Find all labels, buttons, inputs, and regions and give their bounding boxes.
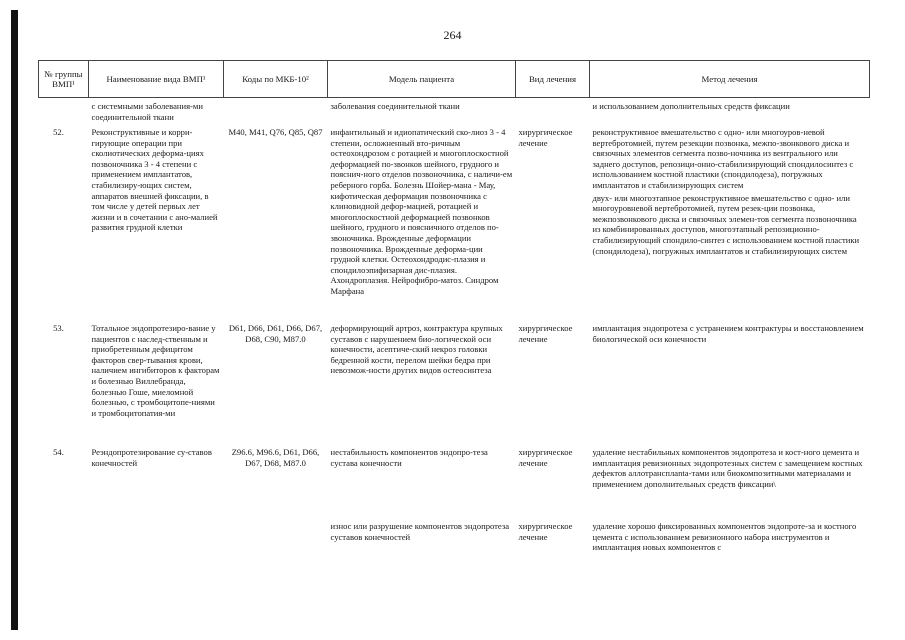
cell-treatment-type: хирургическое лечение — [518, 323, 573, 344]
cell-treatment-method — [590, 447, 870, 521]
cell-treatment-method — [590, 521, 870, 573]
table-row-continuation — [39, 98, 870, 128]
method-paragraph: удаление нестабильных компонентов эндопротеза и кост-ного цемента и имплантация ревизионных эндопротезных систем с замещением костных дефектов аллотрансплanta-тами или биокомпозитными материалами и применением дополнительных средств фиксации\ — [592, 447, 863, 489]
cell-icd-codes — [224, 521, 328, 573]
method-paragraph: имплантация эндопротеза с устранением контрактуры и восстановлением биологической оси конечности — [592, 323, 864, 344]
method-paragraph: удаление хорошо фиксированных компонентов эндопроте-за и костного цемента с использованием ревизионного набора инструментов и имплантация новых компонентов с — [592, 521, 857, 553]
cell-group-number — [39, 98, 89, 128]
cell-group-number: 53. — [53, 323, 64, 333]
table-row-54-continued — [39, 521, 870, 573]
cell-group-number: 54. — [53, 447, 64, 457]
cell-vmp-name: Реэндопротезирование су-ставов конечностей — [91, 447, 212, 468]
header-vmp-name: Наименование вида ВМП¹ — [89, 61, 224, 98]
cell-vmp-name: Тотальное эндопротезиро-вание у пациентов с наслед-ственным и приобретенным дефицитом факторов свер-тывания крови, наличием ингибиторов к факторам и болезнью Виллебранда, болезнью Гоше, миеломной болезнью, с тромбоцитопе-ниями и тромбоцитопатия-ми — [91, 323, 220, 418]
table-body — [39, 98, 870, 574]
table-row-54 — [39, 447, 870, 521]
header-treatment-type: Вид лечения — [516, 61, 590, 98]
vmp-table — [38, 60, 870, 573]
cell-vmp-name: с системными заболевания-ми соединительной ткани — [91, 101, 203, 122]
cell-treatment-type — [516, 98, 590, 128]
cell-treatment-method — [590, 323, 870, 447]
table-row-52 — [39, 127, 870, 323]
cell-treatment-type: хирургическое лечение — [518, 127, 573, 148]
cell-patient-model: деформирующий артроз, контрактура крупных суставов с нарушением био-логической оси конечности, асептиче-ский некроз головки бедренной кости, перелом шейки бедра при невозмож-ности других видов остеосинтеза — [330, 323, 503, 376]
table-header-row — [39, 61, 870, 98]
header-patient-model: Модель пациента — [328, 61, 516, 98]
cell-group-number — [39, 521, 89, 573]
table-header — [39, 61, 870, 98]
cell-patient-model: инфантильный и идиопатический ско-лиоз 3 - 4 степени, осложненный вто-ричным остеохондрозом с ротацией и многоплоскостной деформацией по-звонков шейного, грудного и пояснич-ного отделов позвоночника, с наличи-ем реберного горба. Болезнь Шойер-мана - Мау, кифотическая деформация позвоночника с клиновидной дефор-мацией, ротацией и многоплоскостной деформацией позвонков шейного, грудного и поясничного отделов по-звоночника. Врожденные деформации позвоночника. Врожденные деформа-ции грудной клетки. Остеохондродис-плазия и спондилоэпифизарная дис-плазия. Ахондроплазия. Нейрофибро-матоз. Синдром Марфана — [330, 127, 513, 296]
page-number: 264 — [443, 28, 462, 42]
table-row-53 — [39, 323, 870, 447]
header-icd-codes: Коды по МКБ-10² — [224, 61, 328, 98]
cell-treatment-method — [590, 127, 870, 323]
cell-patient-model: нестабильность компонентов эндопро-теза сустава конечности — [330, 447, 488, 468]
cell-icd-codes — [224, 98, 328, 128]
cell-icd-codes: Z96.6, M96.6, D61, D66, D67, D68, M87.0 — [231, 447, 320, 468]
cell-treatment-type: хирургическое лечение — [518, 521, 573, 542]
method-paragraph: двух- или многоэтапное реконструктивное вмешательство с одно- или многоуровневой вертебротомией, путем резек-ции позвонка, межпозвонкового диска и связочных элемен-тов сегмента позвоночника из комбинированных доступов, многоэтапный репозиционно-стабилизирующий спондило-синтез с использованием костной пластики (спондилодеза), погружных имплантатов и стабилизирующих систем — [592, 192, 860, 256]
cell-vmp-name — [89, 521, 224, 573]
cell-treatment-method: и использованием дополнительных средств фиксации — [592, 101, 790, 111]
method-paragraph: реконструктивное вмешательство с одно- или многоуров-невой вертебротомией, путем резекции позвонка, межпо-звонкового диска и связочных элементов сегмента позво-ночника из вентрального или заднего доступов, репозици-онно-стабилизирующий спондилосинтез с использованием костной пластики (спондилодеза), погружных имплантатов и стабилизирующих систем — [592, 127, 854, 190]
cell-group-number: 52. — [53, 127, 64, 137]
cell-treatment-type: хирургическое лечение — [518, 447, 573, 468]
cell-icd-codes: D61, D66, D61, D66, D67, D68, C90, M87.0 — [228, 323, 323, 344]
cell-vmp-name: Реконструктивные и корри-гирующие операции при сколиотических деформа-циях позвоночника 3 - 4 степени с применением имплантатов, стабилизиру-ющих систем, аппаратов внешней фиксации, в том числе у детей первых лет жизни и в сочетании с ано-малией развития грудной клетки — [91, 127, 218, 233]
header-group-number: № группы ВМП¹ — [39, 61, 89, 98]
header-treatment-method: Метод лечения — [590, 61, 870, 98]
scan-binding-edge — [11, 10, 18, 630]
cell-icd-codes: M40, M41, Q76, Q85, Q87 — [228, 127, 323, 137]
cell-patient-model: заболевания соединительной ткани — [330, 101, 460, 111]
cell-patient-model: износ или разрушение компонентов эндопротеза суставов конечностей — [330, 521, 510, 542]
